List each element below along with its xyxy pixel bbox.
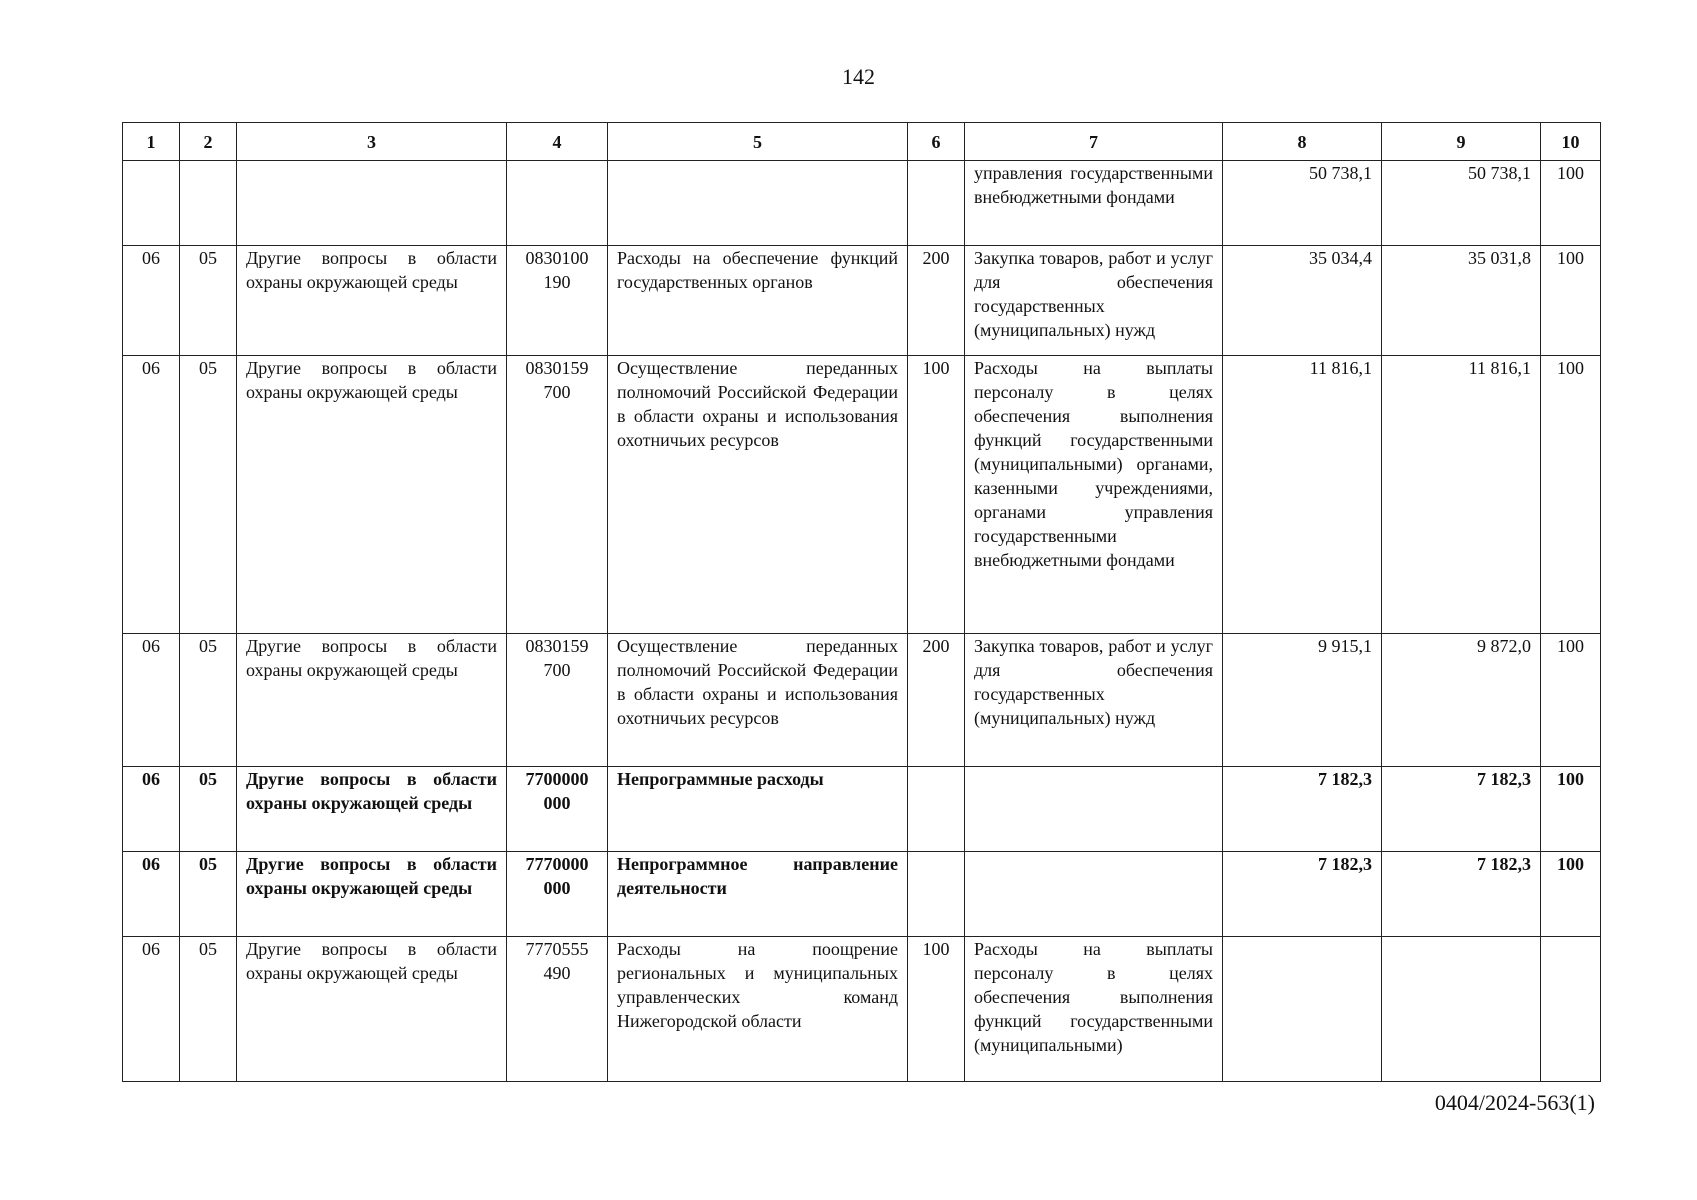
percent-executed: 100: [1541, 246, 1601, 356]
section-code: 06: [123, 852, 180, 937]
target-article-code: 0830100 190: [507, 246, 608, 356]
section-code: 06: [123, 767, 180, 852]
table-row: [123, 161, 1601, 246]
section-name: Другие вопросы в области охраны окружающей среды: [237, 937, 507, 1082]
amount-planned: 50 738,1: [1223, 161, 1382, 246]
header-col-10: 10: [1541, 123, 1601, 161]
percent-executed: 100: [1541, 767, 1601, 852]
section-name: Другие вопросы в области охраны окружающей среды: [237, 246, 507, 356]
subsection-code: [180, 161, 237, 246]
amount-executed: 35 031,8: [1382, 246, 1541, 356]
expense-type-code: [908, 852, 965, 937]
subsection-code: 05: [180, 852, 237, 937]
expense-type-name: [965, 767, 1223, 852]
amount-planned: 9 915,1: [1223, 634, 1382, 767]
expense-type-name: [965, 852, 1223, 937]
percent-executed: 100: [1541, 634, 1601, 767]
section-code: 06: [123, 246, 180, 356]
expense-type-name: управления государственными внебюджетными фондами: [965, 161, 1223, 246]
target-article-name: Непрограммные расходы: [608, 767, 908, 852]
target-article-code: [507, 161, 608, 246]
percent-executed: [1541, 937, 1601, 1082]
amount-executed: 7 182,3: [1382, 767, 1541, 852]
header-col-4: 4: [507, 123, 608, 161]
target-article-code: 0830159 700: [507, 634, 608, 767]
expense-type-name: Закупка товаров, работ и услуг для обеспечения государственных (муниципальных) нужд: [965, 246, 1223, 356]
target-article-code: 7770555 490: [507, 937, 608, 1082]
section-code: 06: [123, 356, 180, 634]
target-article-name: Расходы на поощрение региональных и муниципальных управленческих команд Нижегородской области: [608, 937, 908, 1082]
section-name: Другие вопросы в области охраны окружающей среды: [237, 356, 507, 634]
amount-executed: 7 182,3: [1382, 852, 1541, 937]
amount-planned: 11 816,1: [1223, 356, 1382, 634]
header-col-3: 3: [237, 123, 507, 161]
table-row: [123, 852, 1601, 937]
document-code: 0404/2024-563(1): [1434, 1090, 1595, 1115]
percent-executed: 100: [1541, 161, 1601, 246]
expense-type-code: 200: [908, 246, 965, 356]
section-name: Другие вопросы в области охраны окружающей среды: [237, 852, 507, 937]
target-article-code: 7700000 000: [507, 767, 608, 852]
amount-planned: [1223, 937, 1382, 1082]
section-code: 06: [123, 937, 180, 1082]
amount-planned: 7 182,3: [1223, 767, 1382, 852]
subsection-code: 05: [180, 634, 237, 767]
table-row: [123, 767, 1601, 852]
target-article-name: Осуществление переданных полномочий Российской Федерации в области охраны и использования охотничьих ресурсов: [608, 356, 908, 634]
amount-planned: 7 182,3: [1223, 852, 1382, 937]
expense-type-name: Расходы на выплаты персоналу в целях обеспечения выполнения функций государственными (муниципальными) органами, казенными учреждениями, органами управления государственными внебюджетными фондами: [965, 356, 1223, 634]
target-article-name: [608, 161, 908, 246]
expense-type-code: [908, 161, 965, 246]
subsection-code: 05: [180, 937, 237, 1082]
table-row: [123, 634, 1601, 767]
expense-type-code: 200: [908, 634, 965, 767]
header-col-7: 7: [965, 123, 1223, 161]
target-article-code: 0830159 700: [507, 356, 608, 634]
section-name: Другие вопросы в области охраны окружающей среды: [237, 767, 507, 852]
percent-executed: 100: [1541, 356, 1601, 634]
header-col-9: 9: [1382, 123, 1541, 161]
target-article-code: 7770000 000: [507, 852, 608, 937]
header-row: [123, 123, 1601, 161]
section-code: [123, 161, 180, 246]
budget-table: [122, 122, 1601, 1082]
expense-type-code: 100: [908, 356, 965, 634]
section-code: 06: [123, 634, 180, 767]
target-article-name: Непрограммное направление деятельности: [608, 852, 908, 937]
header-col-2: 2: [180, 123, 237, 161]
header-col-5: 5: [608, 123, 908, 161]
target-article-name: Расходы на обеспечение функций государственных органов: [608, 246, 908, 356]
expense-type-code: 100: [908, 937, 965, 1082]
section-name: Другие вопросы в области охраны окружающей среды: [237, 634, 507, 767]
table-row: [123, 937, 1601, 1082]
subsection-code: 05: [180, 356, 237, 634]
header-col-6: 6: [908, 123, 965, 161]
section-name: [237, 161, 507, 246]
expense-type-name: Закупка товаров, работ и услуг для обеспечения государственных (муниципальных) нужд: [965, 634, 1223, 767]
header-col-8: 8: [1223, 123, 1382, 161]
percent-executed: 100: [1541, 852, 1601, 937]
header-col-1: 1: [123, 123, 180, 161]
amount-executed: [1382, 937, 1541, 1082]
table-row: [123, 356, 1601, 634]
target-article-name: Осуществление переданных полномочий Российской Федерации в области охраны и использования охотничьих ресурсов: [608, 634, 908, 767]
expense-type-code: [908, 767, 965, 852]
amount-executed: 9 872,0: [1382, 634, 1541, 767]
amount-planned: 35 034,4: [1223, 246, 1382, 356]
subsection-code: 05: [180, 246, 237, 356]
subsection-code: 05: [180, 767, 237, 852]
table-row: [123, 246, 1601, 356]
expense-type-name: Расходы на выплаты персоналу в целях обеспечения выполнения функций государственными (муниципальными): [965, 937, 1223, 1082]
amount-executed: 50 738,1: [1382, 161, 1541, 246]
page-number: 142: [842, 64, 875, 89]
amount-executed: 11 816,1: [1382, 356, 1541, 634]
